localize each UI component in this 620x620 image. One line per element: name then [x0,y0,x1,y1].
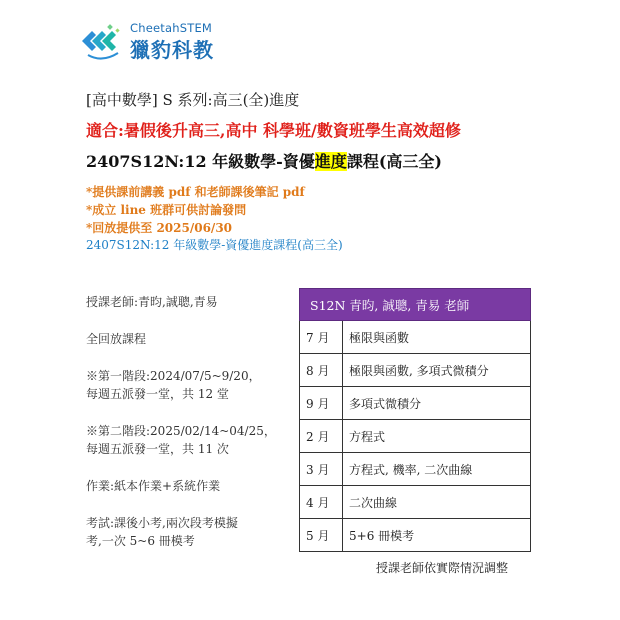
homework-info: 作業:紙本作業+系統作業 [86,479,221,493]
teachers-info: 授課老師:青昀,誠聰,青易 [86,295,218,309]
cheetah-logo-icon [78,19,126,63]
logo [78,19,238,63]
logo-english: CheetahSTEM [130,21,213,35]
topic-cell: 方程式, 機率, 二次曲線 [343,453,531,486]
table-row [300,420,531,453]
month-cell: 8 月 [300,354,343,387]
logo-chinese: 獵豹科教 [130,38,214,62]
table-row [300,354,531,387]
adjustment-note: 授課老師依實際情況調整 [376,561,509,575]
month-cell: 4 月 [300,486,343,519]
topic-cell: 5+6 冊模考 [343,519,531,552]
bullet-replay: *回放提供至 2025/06/30 [86,221,233,235]
course-title-highlight: 進度 [314,152,347,171]
phase1-schedule: 每週五派發一堂，共 12 堂 [86,387,229,401]
schedule-header-row [300,289,531,321]
bullet-line-group: *成立 line 班群可供討論發問 [86,203,247,217]
course-code-line: 2407S12N:12 年級數學-資優進度課程(高三全) [86,238,343,252]
course-title [86,149,442,172]
phase2-schedule: 每週五派發一堂，共 11 次 [86,442,229,456]
target-audience: 適合:暑假後升高三,高中 科學班/數資班學生高效超修 [86,121,461,140]
month-cell: 9 月 [300,387,343,420]
topic-cell: 多項式微積分 [343,387,531,420]
phase1-dates: ※第一階段:2024/07/5~9/20， [86,369,261,383]
table-row [300,519,531,552]
table-row [300,453,531,486]
table-row [300,321,531,354]
series-title: [高中數學] S 系列:高三(全)進度 [86,91,300,109]
bullet-handout: *提供課前講義 pdf 和老師課後筆記 pdf [86,185,305,199]
table-row [300,387,531,420]
month-cell: 5 月 [300,519,343,552]
month-cell: 3 月 [300,453,343,486]
month-cell: 7 月 [300,321,343,354]
schedule-header: S12N 青昀, 誠聰, 青易 老師 [300,289,531,321]
schedule-table [299,288,531,552]
topic-cell: 極限與函數, 多項式微積分 [343,354,531,387]
course-title-pre: 2407S12N:12 年級數學-資優 [86,152,315,171]
exam-info-1: 考試:課後小考,兩次段考模擬 [86,516,238,530]
phase2-dates: ※第二階段:2025/02/14~04/25， [86,424,276,438]
topic-cell: 方程式 [343,420,531,453]
replay-info: 全回放課程 [86,332,147,346]
exam-info-2: 考,一次 5~6 冊模考 [86,534,195,548]
table-row [300,486,531,519]
course-title-post: 課程(高三全) [346,152,442,171]
topic-cell: 極限與函數 [343,321,531,354]
topic-cell: 二次曲線 [343,486,531,519]
month-cell: 2 月 [300,420,343,453]
